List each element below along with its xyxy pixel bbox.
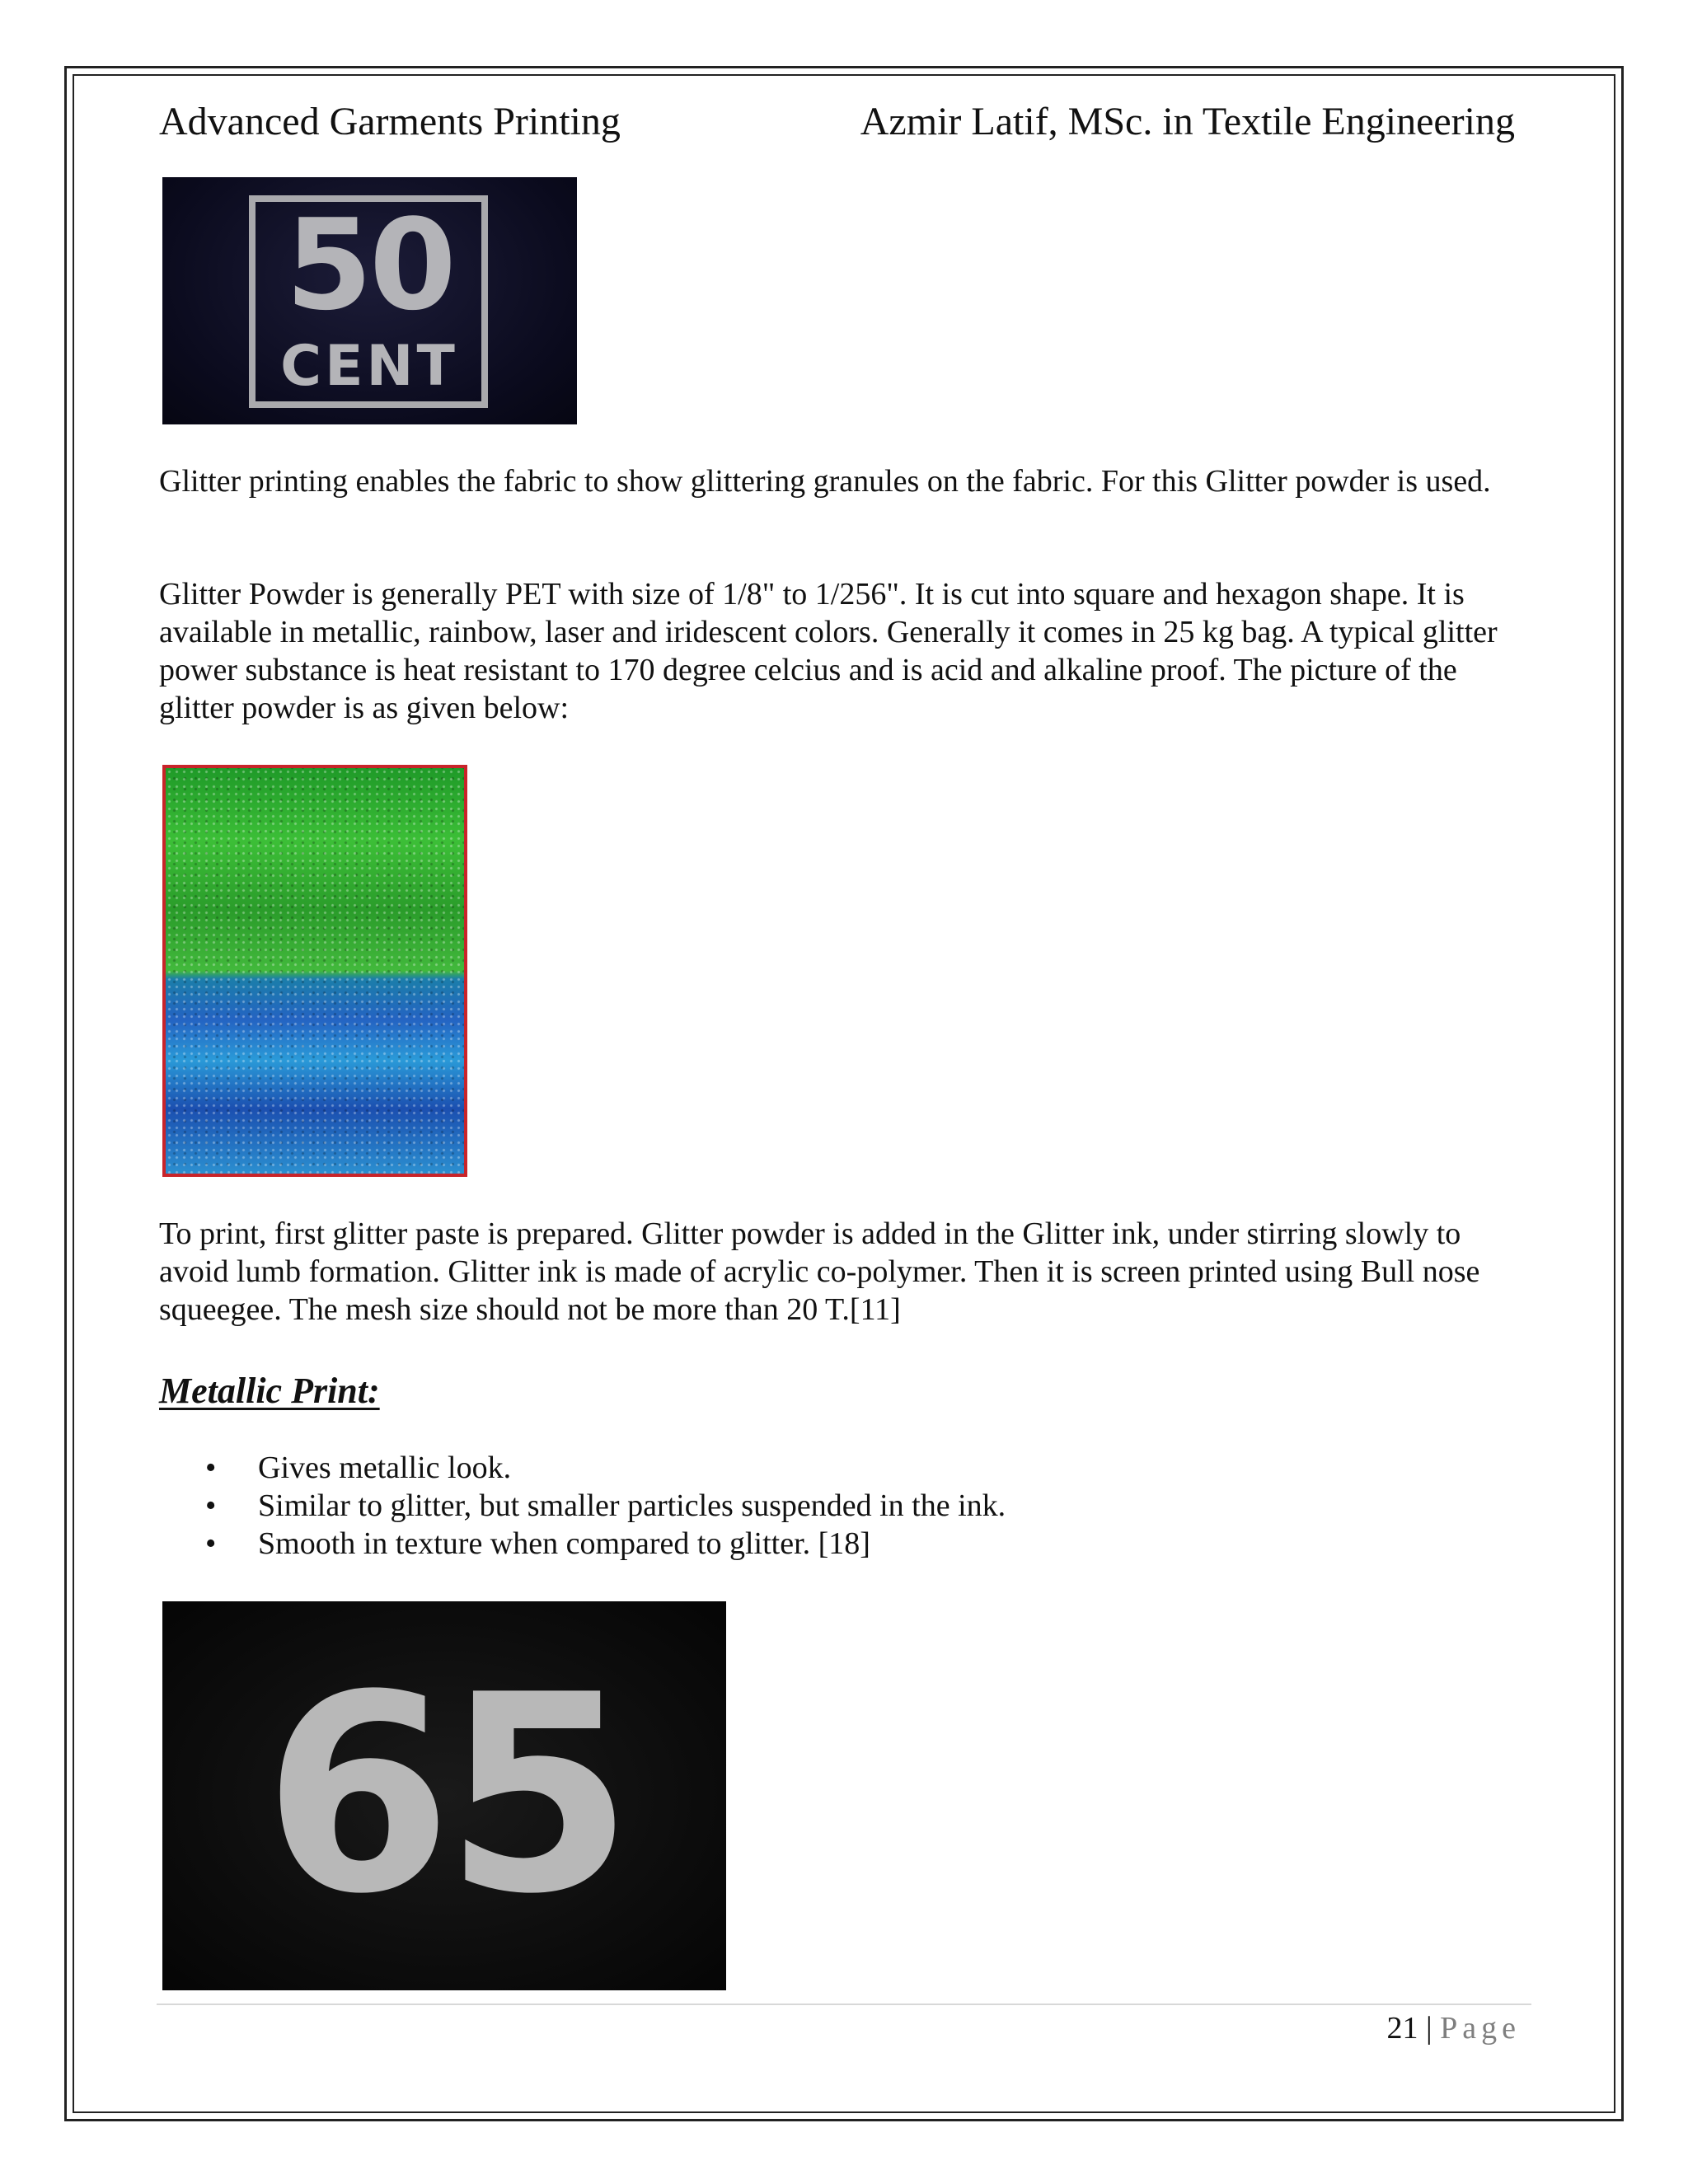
page-label: Page [1440,2011,1521,2046]
bullet-dot: • [205,1488,217,1523]
bullet-item [159,1449,1478,1487]
paragraph-glitter-process: To print, first glitter paste is prepared. Glitter powder is added in the Glitter ink, under stirring slowly to avoid lumb formation. Glitter ink is made of acrylic co-polymer. Then it is screen printed using Bull nose squeegee. The mesh size should not be more than 20 T.[11] [159,1216,1480,1327]
header-author: Azmir Latif, MSc. in Textile Engineering [860,100,1515,143]
bullet-item [159,1525,1478,1563]
bullet-text: Gives metallic look. [258,1451,512,1485]
logo-word: CENT [280,334,458,399]
paragraph-glitter-powder: Glitter Powder is generally PET with size of 1/8" to 1/256". It is cut into square and hexagon shape. It is available in metallic, rainbow, laser and iridescent colors. Generally it comes in 25 kg bag. A typical glitter power substance is heat resistant to 170 degree celcius and is acid and alkaline proof. The picture of the glitter powder is as given below: [159,577,1498,725]
footer-divider [157,2004,1531,2005]
bullet-text: Similar to glitter, but smaller particles suspended in the ink. [258,1488,1006,1523]
glitter-texture [166,768,464,1174]
page-footer [1387,2008,1521,2048]
header-document-title: Advanced Garments Printing [159,100,621,143]
glitter-powder-image [162,765,467,1177]
bullet-dot: • [205,1451,217,1485]
paragraph-glitter-intro: Glitter printing enables the fabric to show glittering granules on the fabric. For this Glitter powder is used. [159,464,1491,499]
section-heading-metallic-print: Metallic Print: [159,1371,380,1411]
print-number: 65 [263,1637,626,1953]
footer-separator: | [1426,2011,1432,2046]
fifty-cent-glitter-print-image [162,177,577,424]
bullet-dot: • [205,1526,217,1561]
bullet-text: Smooth in texture when compared to glitter. [18] [258,1526,870,1561]
page-number: 21 [1386,2011,1418,2046]
bullet-item [159,1487,1478,1525]
sixty-five-metallic-print-image [162,1601,726,1990]
logo-number: 50 [285,192,453,338]
metallic-print-bullet-list [159,1449,1478,1563]
